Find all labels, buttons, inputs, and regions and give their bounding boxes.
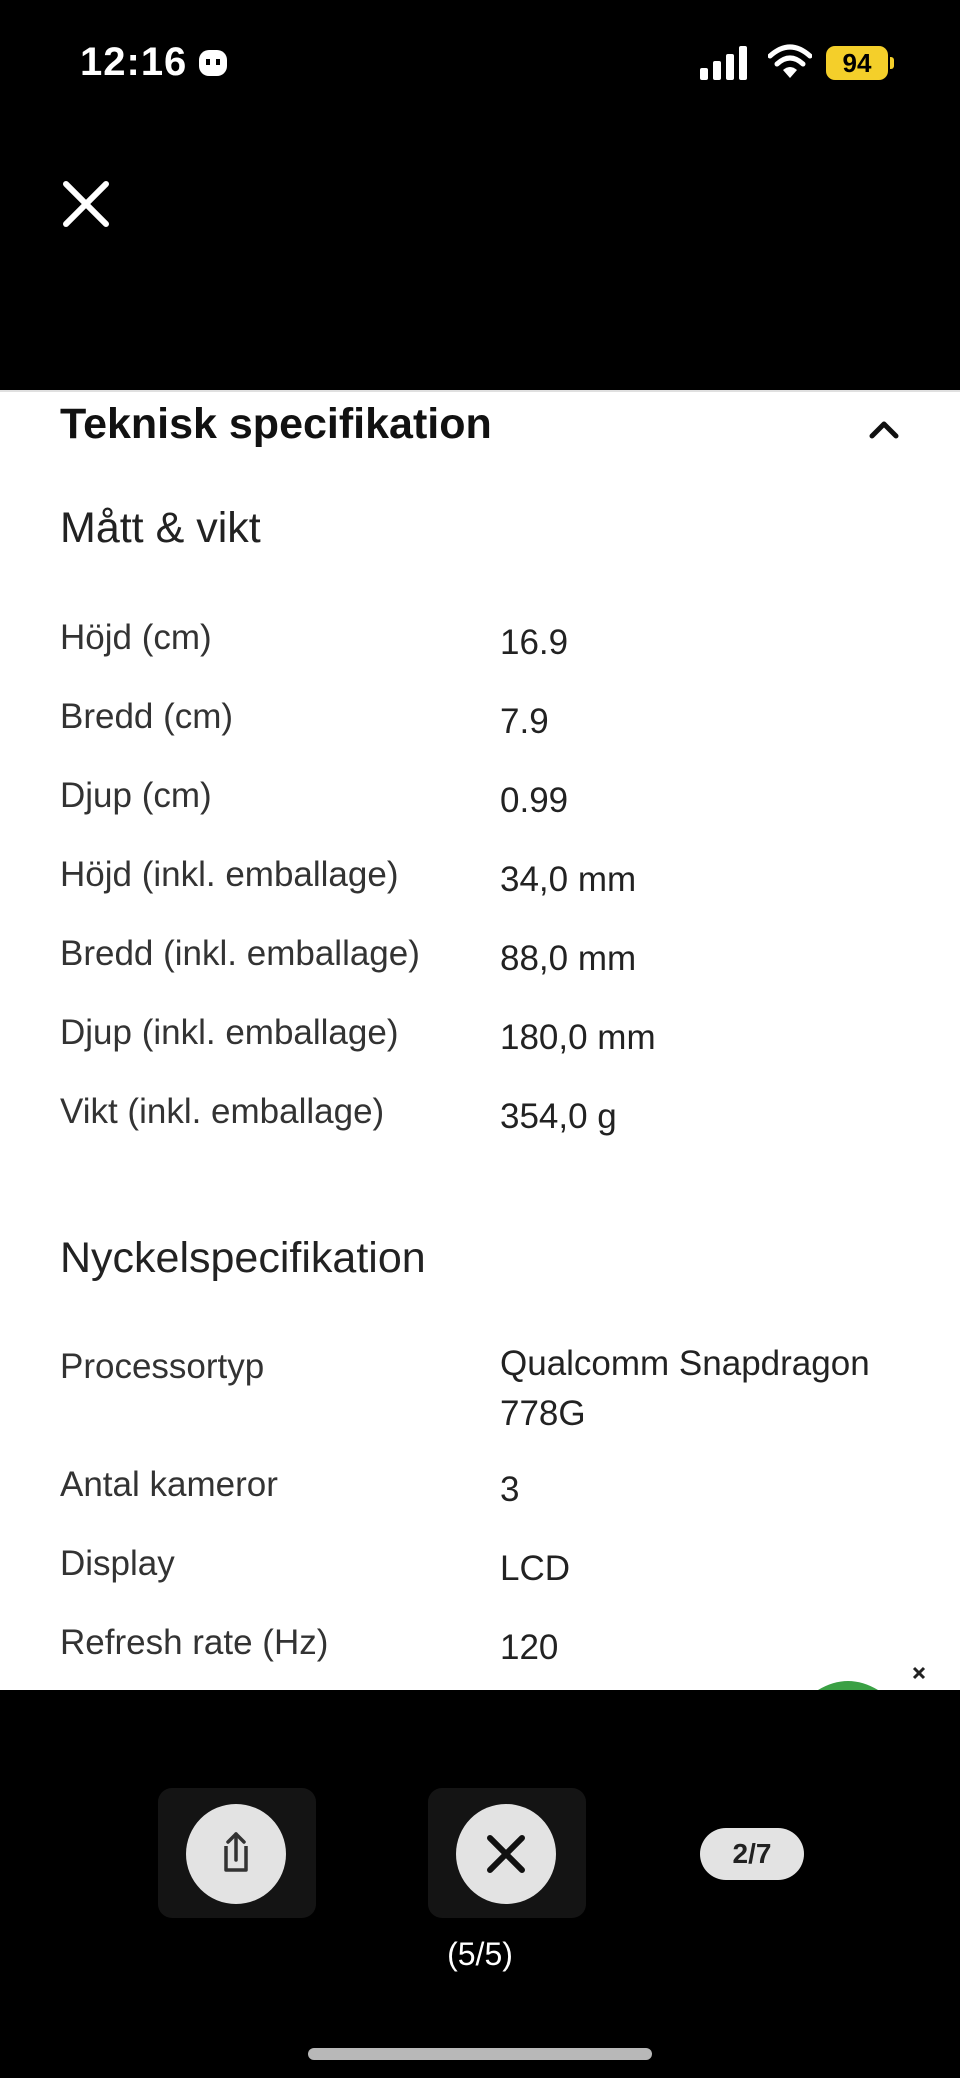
spec-value: 354,0 g <box>500 1097 617 1136</box>
spec-value: 7.9 <box>500 702 549 741</box>
spec-value: 88,0 mm <box>500 939 637 978</box>
share-button-circle <box>186 1804 286 1904</box>
spec-title: Teknisk specifikation <box>60 400 492 448</box>
ad-corner-icon <box>818 1660 948 1690</box>
close-icon <box>456 1804 556 1904</box>
spec-label: Display <box>60 1544 175 1583</box>
section-title-dimensions: Mått & vikt <box>60 504 261 552</box>
battery-level: 94 <box>826 46 888 80</box>
home-indicator[interactable] <box>308 2048 652 2060</box>
spec-card <box>0 390 960 1690</box>
close-icon[interactable] <box>60 178 112 230</box>
spec-label: Bredd (cm) <box>60 697 234 736</box>
page-indicator[interactable]: 2/7 <box>700 1828 804 1880</box>
close-viewer-button[interactable] <box>428 1788 586 1918</box>
spec-label: Djup (inkl. emballage) <box>60 1013 399 1052</box>
spec-value: LCD <box>500 1549 571 1588</box>
spec-label: Antal kameror <box>60 1465 278 1504</box>
section-title-key-specs: Nyckelspecifikation <box>60 1234 426 1282</box>
status-time: 12:16 <box>80 40 188 84</box>
chevron-up-icon <box>866 412 902 448</box>
spec-value: 16.9 <box>500 623 569 662</box>
spec-label: Djup (cm) <box>60 776 212 815</box>
close-viewer-circle <box>456 1804 556 1904</box>
spec-label: Höjd (cm) <box>60 618 212 657</box>
status-bar <box>0 0 960 130</box>
spec-value: Qualcomm Snapdragon 778G <box>500 1344 870 1433</box>
face-icon <box>196 48 230 78</box>
battery-icon <box>826 46 896 80</box>
spec-label: Höjd (inkl. emballage) <box>60 855 399 894</box>
spec-value: 180,0 mm <box>500 1018 656 1057</box>
signal-icon <box>700 46 752 80</box>
share-icon <box>186 1804 286 1904</box>
spec-value: 0.99 <box>500 781 569 820</box>
share-button[interactable] <box>158 1788 316 1918</box>
image-counter: (5/5) <box>447 1936 513 1972</box>
wifi-icon <box>768 44 812 80</box>
spec-label: Refresh rate (Hz) <box>60 1623 329 1662</box>
spec-value: 34,0 mm <box>500 860 637 899</box>
spec-value: 3 <box>500 1470 520 1509</box>
spec-label: Vikt (inkl. emballage) <box>60 1092 385 1131</box>
spec-label: Processortyp <box>60 1347 265 1386</box>
viewer-controls <box>0 1688 960 2078</box>
spec-value: 120 <box>500 1628 559 1667</box>
spec-label: Bredd (inkl. emballage) <box>60 934 420 973</box>
